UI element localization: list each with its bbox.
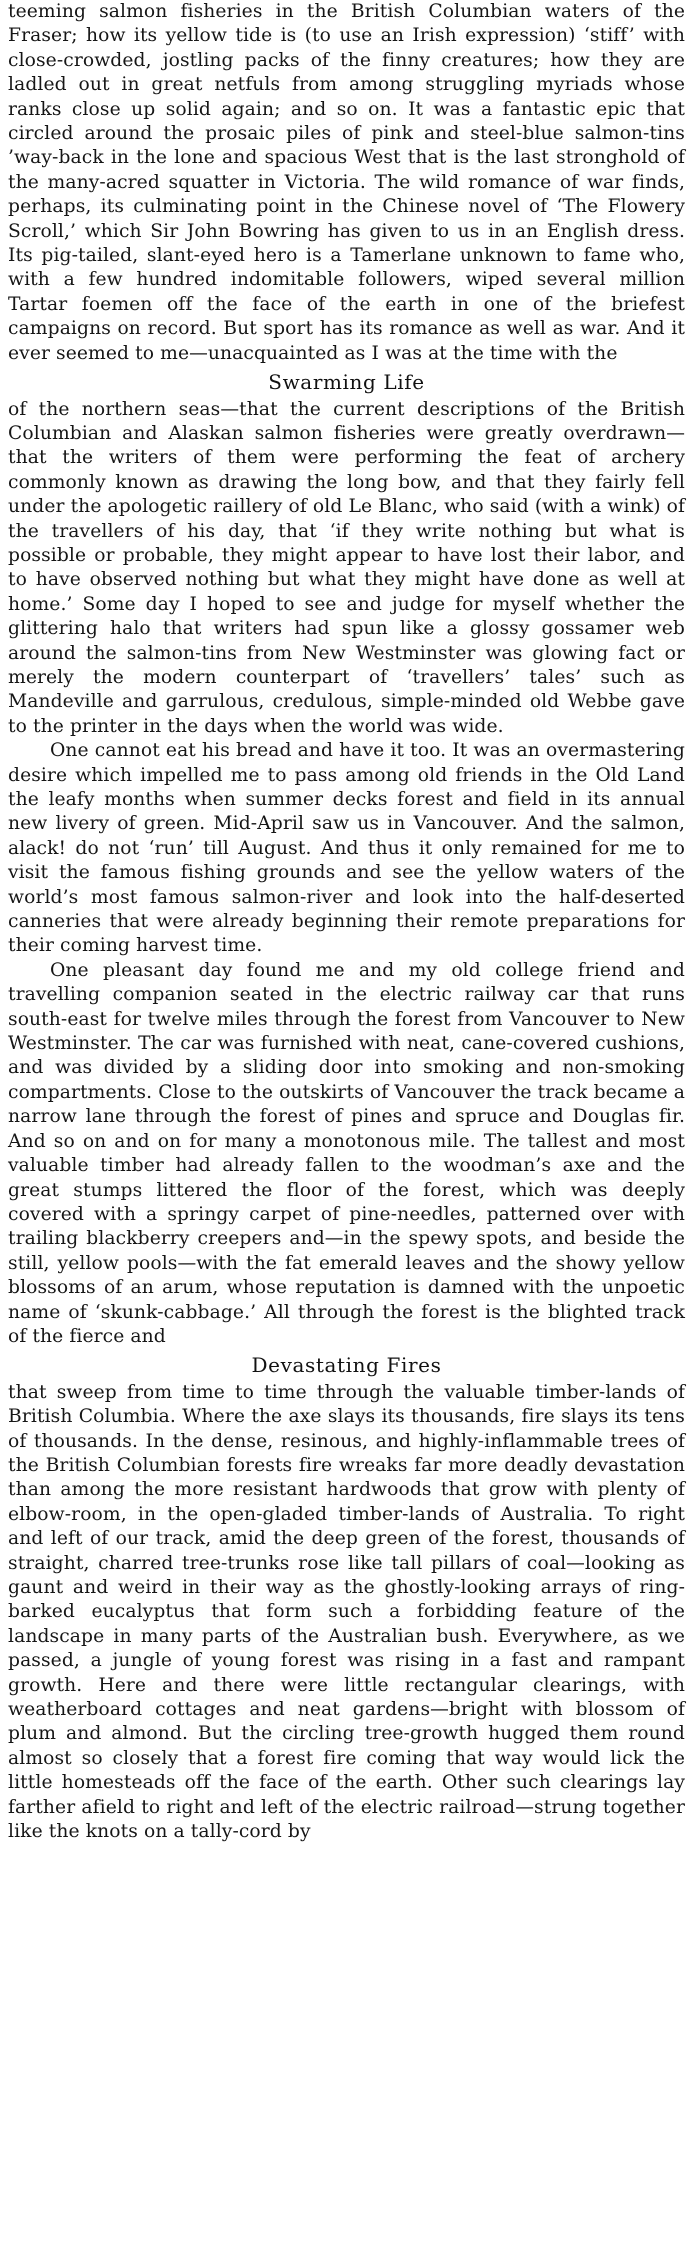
article-paragraph-2: of the northern seas—that the current descriptions of the British Columbian and Alaskan salmon fisheries were greatly overdrawn—that the writers of them were performing the feat of archery commonly known as drawing the long bow, and that they fairly fell under the apologetic raillery of old Le Blanc, who said (with a wink) of the travellers of his day, that ‘if they write nothing but what is possible or probable, they might appear to have lost their labor, and to have observed nothing but what they might have done as well at home.’ Some day I hoped to see and judge for myself whether the glittering halo that writers had spun like a glossy gossamer web around the salmon-tins from New Westminster was glowing fact or merely the modern counterpart of ‘travellers’ tales’ such as Mandeville and garrulous, credulous, simple-minded old Webbe gave to the printer in the days when the world was wide. <box>8 398 685 737</box>
article-paragraph-4: One pleasant day found me and my old college friend and travelling companion seated in the electric railway car that runs south-east for twelve miles through the forest from Vancouver to New Westminster. The car was furnished with neat, cane-covered cushions, and was divided by a sliding door into smoking and non-smoking compartments. Close to the outskirts of Vancouver the track became a narrow lane through the forest of pines and spruce and Douglas fir. And so on and on for many a monotonous mile. The tallest and most valuable timber had already fallen to the woodman’s axe and the great stumps littered the floor of the forest, which was deeply covered with a springy carpet of pine-needles, patterned over with trailing blackberry creepers and—in the spewy spots, and beside the still, yellow pools—with the fat emerald leaves and the showy yellow blossoms of an arum, whose reputation is damned with the unpoetic name of ‘skunk-cabbage.’ All through the forest is the blighted track of the fierce and <box>8 959 685 1347</box>
article-paragraph-5: that sweep from time to time through the valuable timber-lands of British Columbia. Where the axe slays its thousands, fire slays its tens of thousands. In the dense, resinous, and highly-inflammable trees of the British Columbian forests fire wreaks far more deadly devastation than among the more resistant hardwoods that grow with plenty of elbow-room, in the open-gladed timber-lands of Australia. To right and left of our track, amid the deep green of the forest, thousands of straight, charred tree-trunks rose like tall pillars of coal—looking as gaunt and weird in their way as the ghostly-looking arrays of ring-barked eucalyptus that form such a forbidding feature of the landscape in many parts of the Australian bush. Everywhere, as we passed, a jungle of young forest was rising in a fast and rampant growth. Here and there were little rectangular clearings, with weatherboard cottages and neat gardens—bright with blossom of plum and almond. But the circling tree-growth hugged them round almost so closely that a forest fire coming that way would lick the little homesteads off the face of the earth. Other such clearings lay farther afield to right and left of the electric railroad—strung together like the knots on a tally-cord by <box>8 1381 685 1843</box>
article-column <box>8 0 685 1844</box>
section-heading-swarming-life: Swarming Life <box>268 370 425 395</box>
section-heading-devastating-fires: Devastating Fires <box>251 1353 442 1378</box>
article-paragraph-3: One cannot eat his bread and have it too. It was an overmastering desire which impelled me to pass among old friends in the Old Land the leafy months when summer decks forest and field in its annual new livery of green. Mid-April saw us in Vancouver. And the salmon, alack! do not ‘run’ till August. And thus it only remained for me to visit the famous fishing grounds and see the yellow waters of the world’s most famous salmon-river and look into the half-deserted canneries that were already beginning their remote preparations for their coming harvest time. <box>8 740 685 957</box>
article-paragraph-1: teeming salmon fisheries in the British Columbian waters of the Fraser; how its yellow tide is (to use an Irish expression) ‘stiff’ with close-crowded, jostling packs of the finny creatures; how they are ladled out in great netfuls from among struggling myriads whose ranks close up solid again; and so on. It was a fantastic epic that circled around the prosaic piles of pink and steel-blue salmon-tins ’way-back in the lone and spacious West that is the last stronghold of the many-acred squatter in Victoria. The wild romance of war finds, perhaps, its culminating point in the Chinese novel of ‘The Flowery Scroll,’ which Sir John Bowring has given to us in an English dress. Its pig-tailed, slant-eyed hero is a Tamerlane unknown to fame who, with a few hundred indomitable followers, wiped several million Tartar foemen off the face of the earth in one of the briefest campaigns on record. But sport has its romance as well as war. And it ever seemed to me—unacquainted as I was at the time with the <box>8 1 685 364</box>
